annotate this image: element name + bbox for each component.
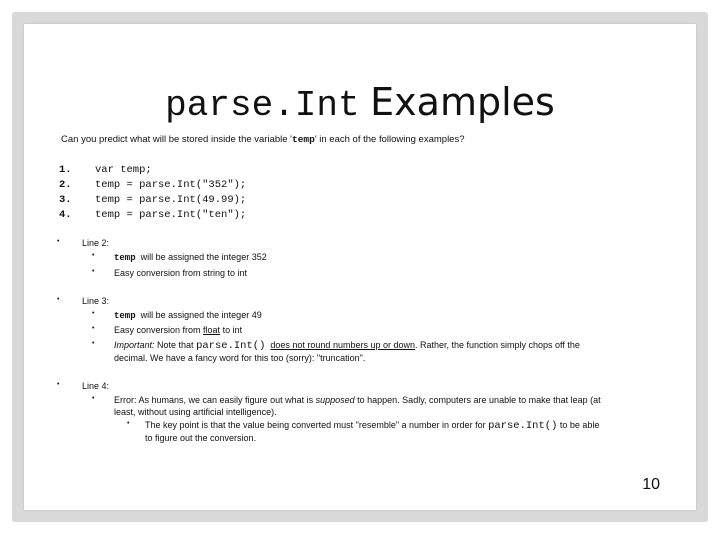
bullet: • [92,340,95,347]
bullet: • [127,420,130,427]
inline-code: parse.Int() [488,420,558,432]
text-part: to happen. Sadly, computers are unable to make that leap (at [354,395,601,405]
code-listing [59,163,247,223]
text-part: "truncation". [316,353,366,363]
intro-var: temp [292,134,315,145]
bullet-text [114,252,267,263]
line-number: 1. [59,164,72,176]
bullet-text-continued: least, without using artificial intelligence). [114,407,277,417]
code-line [59,208,247,223]
bullet: • [92,325,95,332]
line-number: 3. [59,194,72,206]
bullet: • [92,395,95,402]
sub-bullet-text [145,420,599,432]
bullet: • [92,252,95,259]
title-code: parse.Int [165,85,360,126]
code-line [59,163,152,178]
var-name: temp [114,311,136,321]
bullet: • [57,296,60,303]
section-heading: Line 3: [82,296,110,306]
text-italic: supposed [315,395,355,405]
line-number: 2. [59,179,72,191]
text-part: Error: As humans, we can easily figure out what is [114,395,316,405]
intro-after: ' in each of the following examples? [314,134,465,145]
bullet-text-continued [114,353,365,363]
text-underlined: does not round numbers up or down [270,340,415,350]
sub-bullet-text-continued: to figure out the conversion. [145,433,257,443]
text-part: to int [220,325,243,335]
text-part: Note that [154,340,197,350]
code-text: temp = parse.Int("352"); [95,179,247,191]
inline-code: parse.Int() [196,340,266,352]
text-part: Easy conversion from [114,325,204,335]
text-part: decimal. We have a fancy word for this too (sorry): [114,353,317,363]
var-name: temp [114,253,136,263]
page-number: 10 [642,476,660,493]
bullet: • [92,268,95,275]
code-line [59,193,247,208]
title-word: Examples [370,80,555,124]
text-part: to be able [557,420,600,430]
line-number: 4. [59,209,72,221]
bullet-text [114,340,580,352]
code-text: var temp; [95,164,152,176]
section-heading: Line 2: [82,238,110,248]
text-part: The key point is that the value being converted must "resemble" a number in order for [145,420,489,430]
code-line [59,178,247,193]
section-heading: Line 4: [82,381,110,391]
code-text: temp = parse.Int("ten"); [95,209,247,221]
page-title [24,80,696,128]
code-text: temp = parse.Int(49.99); [95,194,247,206]
intro-before: Can you predict what will be stored inside the variable ' [61,134,292,145]
bullet-text [114,310,262,321]
bullet: • [57,381,60,388]
bullet-text [114,325,242,335]
text-part: . Rather, the function simply chops off the [414,340,580,350]
bullet-text [114,395,601,405]
bullet-body: will be assigned the integer 49 [140,310,262,320]
bullet: • [57,238,60,245]
slide [24,24,696,510]
intro-text [61,134,465,145]
text-italic: Important: [114,340,155,350]
bullet-body: will be assigned the integer 352 [140,252,267,262]
bullet-text: Easy conversion from string to int [114,268,248,278]
bullet: • [92,310,95,317]
text-underlined: float [203,325,221,335]
